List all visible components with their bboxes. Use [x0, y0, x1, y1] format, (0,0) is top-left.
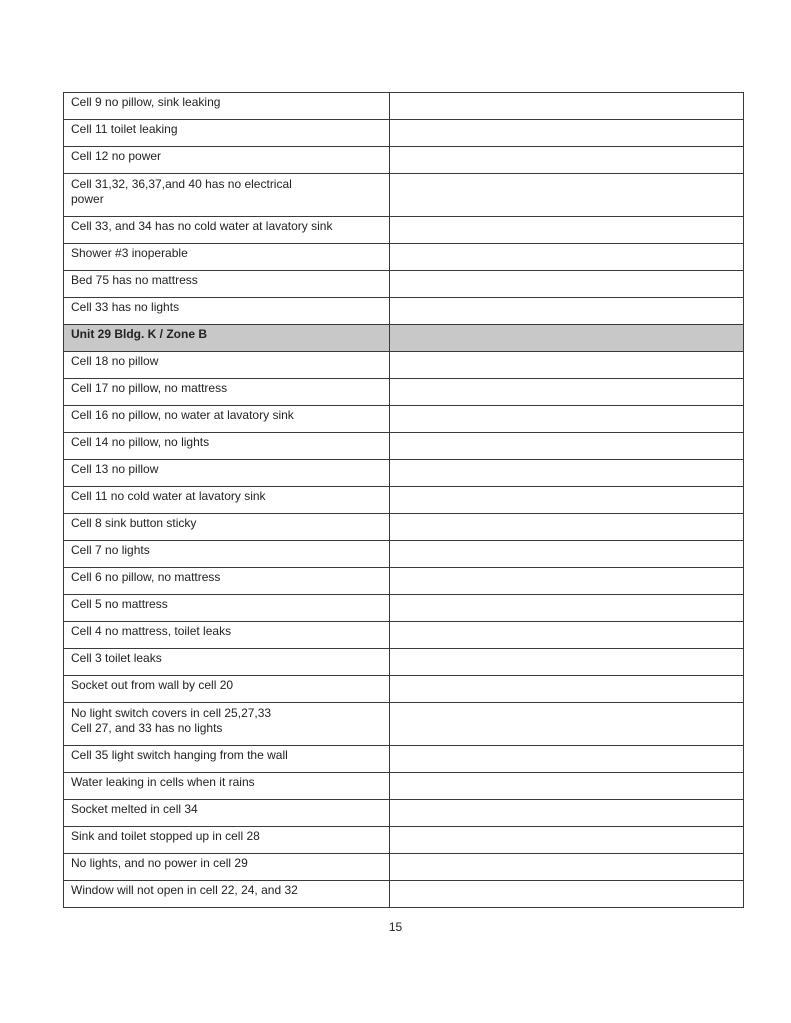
table-row: [64, 827, 744, 854]
deficiency-text: No light switch covers in cell 25,27,33 Cell 27, and 33 has no lights: [71, 706, 272, 735]
page-number: 15: [388, 920, 403, 934]
deficiency-text: Cell 31,32, 36,37,and 40 has no electrical power: [71, 177, 292, 206]
deficiency-cell: [64, 93, 390, 120]
deficiency-text: Cell 5 no mattress: [71, 597, 168, 611]
table-row: [64, 514, 744, 541]
section-header-text: Unit 29 Bldg. K / Zone B: [71, 327, 208, 341]
table-row: [64, 595, 744, 622]
deficiency-cell: [64, 568, 390, 595]
notes-cell: [390, 325, 744, 352]
notes-cell: [390, 487, 744, 514]
deficiency-text: Cell 8 sink button sticky: [71, 516, 197, 530]
table-row: [64, 703, 744, 746]
deficiency-text: Cell 33 has no lights: [71, 300, 180, 314]
deficiency-cell: [64, 271, 390, 298]
notes-cell: [390, 460, 744, 487]
table-row: [64, 147, 744, 174]
notes-cell: [390, 244, 744, 271]
table-row: [64, 244, 744, 271]
table-row: [64, 881, 744, 908]
notes-cell: [390, 595, 744, 622]
table-row: [64, 854, 744, 881]
deficiency-text: Sink and toilet stopped up in cell 28: [71, 829, 260, 843]
table-row: [64, 773, 744, 800]
deficiency-cell: [64, 120, 390, 147]
deficiency-cell: [64, 773, 390, 800]
table-row: [64, 93, 744, 120]
notes-cell: [390, 622, 744, 649]
notes-cell: [390, 406, 744, 433]
table-row: [64, 676, 744, 703]
deficiency-cell: [64, 487, 390, 514]
deficiency-text: Cell 3 toilet leaks: [71, 651, 162, 665]
notes-cell: [390, 352, 744, 379]
deficiency-cell: [64, 217, 390, 244]
deficiency-cell: [64, 433, 390, 460]
notes-cell: [390, 298, 744, 325]
deficiency-cell: [64, 460, 390, 487]
notes-cell: [390, 120, 744, 147]
deficiency-text: Cell 12 no power: [71, 149, 162, 163]
deficiency-text: Cell 35 light switch hanging from the wall: [71, 748, 288, 762]
table-row: [64, 622, 744, 649]
deficiency-cell: [64, 746, 390, 773]
table-row: [64, 298, 744, 325]
deficiency-cell: [64, 854, 390, 881]
deficiency-text: Cell 4 no mattress, toilet leaks: [71, 624, 232, 638]
deficiency-text: Cell 6 no pillow, no mattress: [71, 570, 221, 584]
deficiency-text: Cell 7 no lights: [71, 543, 150, 557]
notes-cell: [390, 433, 744, 460]
deficiency-text: Cell 9 no pillow, sink leaking: [71, 95, 221, 109]
deficiency-cell: [64, 703, 390, 746]
deficiency-cell: [64, 406, 390, 433]
deficiency-cell: [64, 244, 390, 271]
deficiency-text: Cell 18 no pillow: [71, 354, 159, 368]
table-row: [64, 271, 744, 298]
table-row: [64, 487, 744, 514]
notes-cell: [390, 827, 744, 854]
deficiency-cell: [64, 147, 390, 174]
notes-cell: [390, 881, 744, 908]
deficiency-cell: [64, 676, 390, 703]
table-row: [64, 649, 744, 676]
notes-cell: [390, 271, 744, 298]
deficiency-text: Bed 75 has no mattress: [71, 273, 198, 287]
deficiency-cell: [64, 514, 390, 541]
section-header-cell: [64, 325, 390, 352]
deficiency-text: Cell 16 no pillow, no water at lavatory sink: [71, 408, 294, 422]
table-row: [64, 433, 744, 460]
deficiency-cell: [64, 827, 390, 854]
notes-cell: [390, 703, 744, 746]
deficiency-cell: [64, 595, 390, 622]
deficiency-text: Cell 33, and 34 has no cold water at lavatory sink: [71, 219, 333, 233]
deficiency-cell: [64, 174, 390, 217]
deficiency-cell: [64, 352, 390, 379]
notes-cell: [390, 514, 744, 541]
table-row: [64, 174, 744, 217]
notes-cell: [390, 676, 744, 703]
section-header-row: [64, 325, 744, 352]
notes-cell: [390, 746, 744, 773]
notes-cell: [390, 800, 744, 827]
deficiency-table: [63, 92, 744, 908]
deficiency-text: Shower #3 inoperable: [71, 246, 188, 260]
deficiency-cell: [64, 379, 390, 406]
notes-cell: [390, 379, 744, 406]
deficiency-text: Water leaking in cells when it rains: [71, 775, 255, 789]
deficiency-cell: [64, 541, 390, 568]
table-row: [64, 541, 744, 568]
deficiency-cell: [64, 881, 390, 908]
table-body: [64, 93, 744, 908]
table-row: [64, 746, 744, 773]
table-row: [64, 568, 744, 595]
deficiency-cell: [64, 298, 390, 325]
notes-cell: [390, 217, 744, 244]
table-row: [64, 120, 744, 147]
deficiency-text: Cell 11 no cold water at lavatory sink: [71, 489, 266, 503]
deficiency-text: No lights, and no power in cell 29: [71, 856, 248, 870]
table-row: [64, 217, 744, 244]
notes-cell: [390, 174, 744, 217]
notes-cell: [390, 147, 744, 174]
deficiency-cell: [64, 622, 390, 649]
notes-cell: [390, 93, 744, 120]
deficiency-cell: [64, 649, 390, 676]
deficiency-cell: [64, 800, 390, 827]
deficiency-text: Socket melted in cell 34: [71, 802, 198, 816]
notes-cell: [390, 568, 744, 595]
deficiency-text: Socket out from wall by cell 20: [71, 678, 234, 692]
notes-cell: [390, 649, 744, 676]
deficiency-text: Cell 13 no pillow: [71, 462, 159, 476]
notes-cell: [390, 773, 744, 800]
deficiency-text: Cell 14 no pillow, no lights: [71, 435, 210, 449]
table-row: [64, 406, 744, 433]
notes-cell: [390, 541, 744, 568]
notes-cell: [390, 854, 744, 881]
deficiency-text: Window will not open in cell 22, 24, and 32: [71, 883, 298, 897]
deficiency-text: Cell 17 no pillow, no mattress: [71, 381, 228, 395]
deficiency-text: Cell 11 toilet leaking: [71, 122, 178, 136]
table-row: [64, 379, 744, 406]
table-row: [64, 800, 744, 827]
table-row: [64, 460, 744, 487]
table-row: [64, 352, 744, 379]
